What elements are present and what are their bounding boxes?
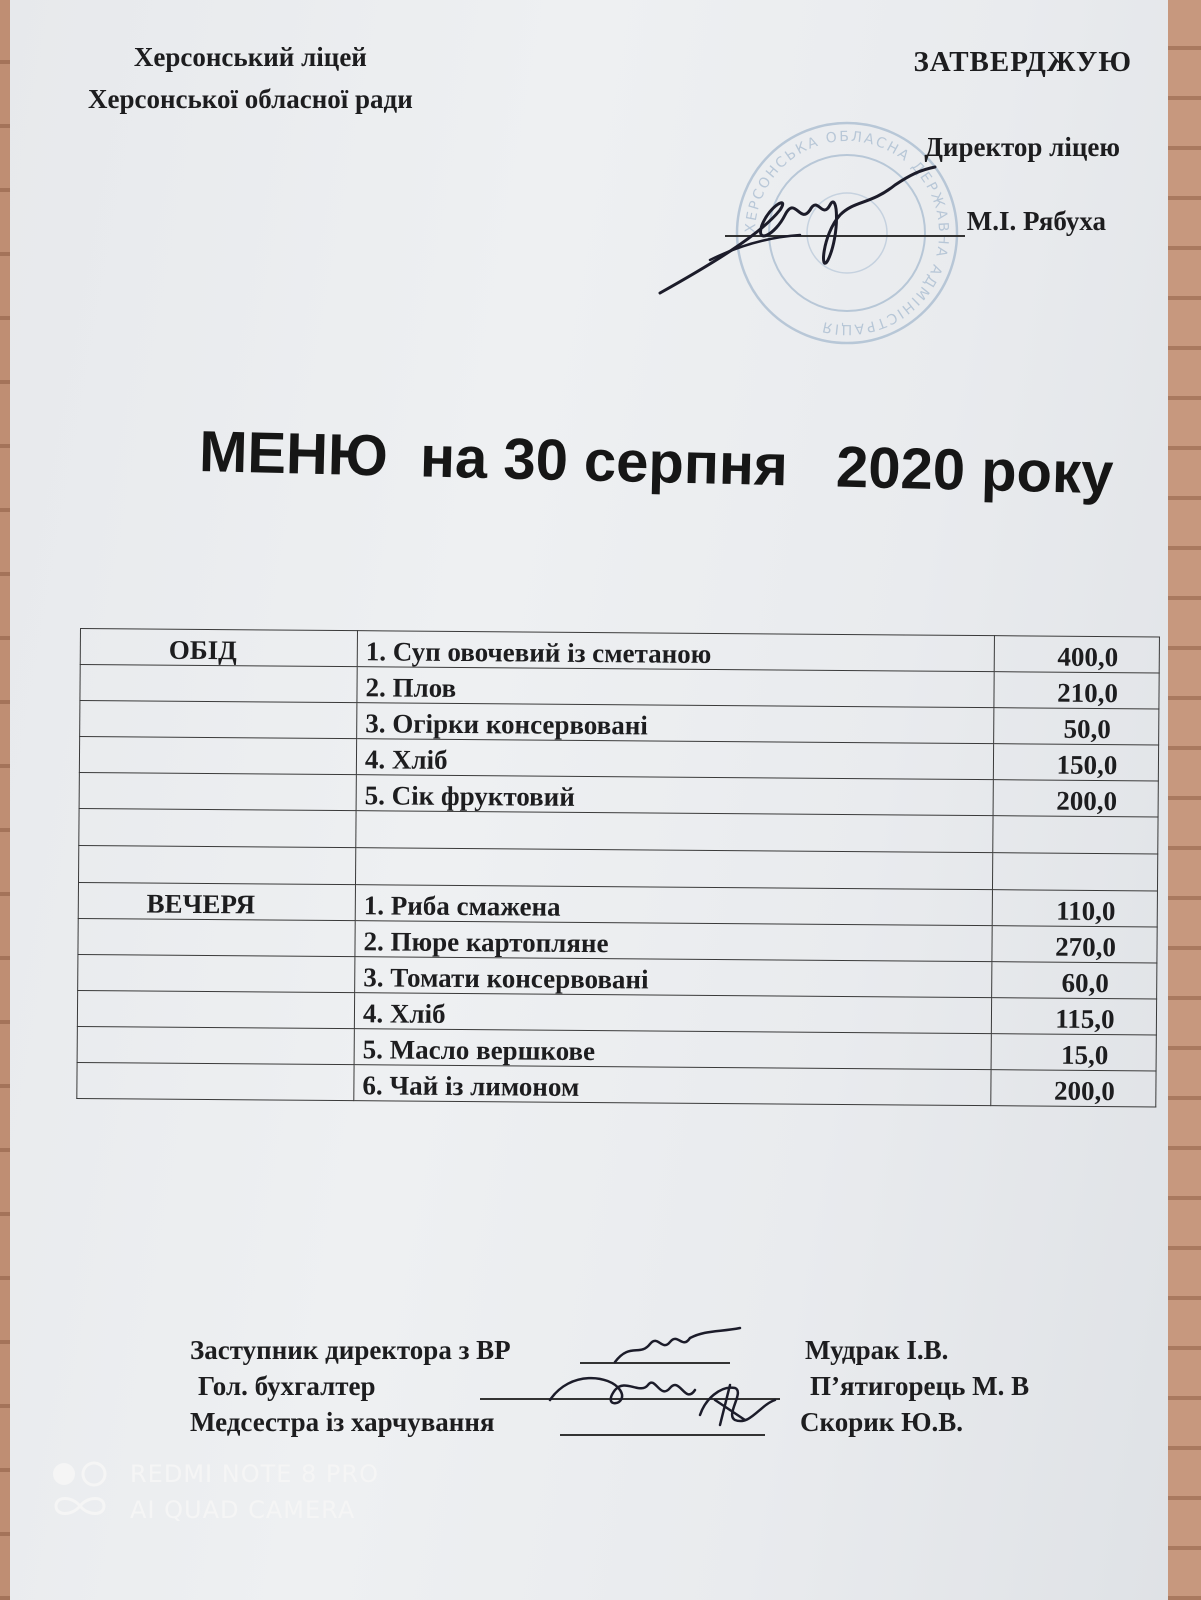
accountant-signature-icon <box>530 1360 790 1435</box>
signature-name: Мудрак І.В. <box>805 1335 949 1365</box>
dish-quantity: 15,0 <box>991 1034 1156 1071</box>
dish-name: 5. Сік фруктовий <box>356 775 993 816</box>
watermark-line-1: REDMI NOTE 8 PRO <box>130 1460 379 1488</box>
dish-quantity: 400,0 <box>994 636 1159 673</box>
dish-name: 2. Плов <box>357 667 994 708</box>
dish-name: 3. Огірки консервовані <box>357 703 994 744</box>
director-title: Директор ліцею <box>924 132 1120 162</box>
signature-name: Скорик Ю.В. <box>800 1407 963 1437</box>
dish-quantity: 60,0 <box>992 962 1157 999</box>
menu-table <box>76 628 1160 1107</box>
meal-label-dinner: ВЕЧЕРЯ <box>78 882 355 920</box>
org-line-1: Херсонський ліцей <box>133 42 367 72</box>
dish-name: 1. Суп овочевий із сметаною <box>357 631 994 672</box>
dish-name: 2. Пюре картопляне <box>355 921 992 962</box>
signature-name: П’ятигорець М. В <box>810 1371 1030 1401</box>
dish-name: 5. Масло вершкове <box>354 1029 991 1070</box>
org-line-2: Херсонської обласної ради <box>88 84 413 114</box>
dish-quantity: 200,0 <box>991 1070 1156 1107</box>
document-page <box>10 0 1168 1600</box>
meal-label-lunch: ОБІД <box>80 629 357 667</box>
dish-name: 3. Томати консервовані <box>355 957 992 998</box>
signature-role: Медсестра із харчування <box>190 1407 495 1437</box>
seal-text: ХЕРСОНСЬКА ОБЛАСНА ДЕРЖАВНА АДМІНІСТРАЦІЯ <box>742 128 952 338</box>
organization-header <box>88 36 413 120</box>
dish-quantity: 200,0 <box>993 780 1158 817</box>
signature-role: Заступник директора з ВР <box>190 1335 511 1365</box>
dish-name: 4. Хліб <box>354 993 991 1034</box>
watermark-line-2: AI QUAD CAMERA <box>130 1496 356 1524</box>
dish-name: 1. Риба смажена <box>355 885 992 926</box>
dish-quantity: 110,0 <box>992 890 1157 927</box>
dish-quantity: 50,0 <box>994 708 1159 745</box>
dish-quantity: 270,0 <box>992 926 1157 963</box>
page-title: МЕНЮ на 30 серпня 2020 року <box>198 418 1115 507</box>
camera-logo-icon <box>50 1460 110 1526</box>
dish-quantity: 115,0 <box>991 998 1156 1035</box>
dish-quantity: 150,0 <box>993 744 1158 781</box>
table-row <box>77 1062 1156 1106</box>
director-signature-icon <box>650 165 950 300</box>
approve-label: ЗАТВЕРДЖУЮ <box>913 46 1132 78</box>
director-name: М.І. Рябуха <box>966 206 1106 236</box>
dish-name: 6. Чай із лимоном <box>354 1065 991 1106</box>
signature-role: Гол. бухгалтер <box>198 1371 376 1401</box>
dish-name: 4. Хліб <box>356 739 993 780</box>
dish-quantity: 210,0 <box>994 672 1159 709</box>
